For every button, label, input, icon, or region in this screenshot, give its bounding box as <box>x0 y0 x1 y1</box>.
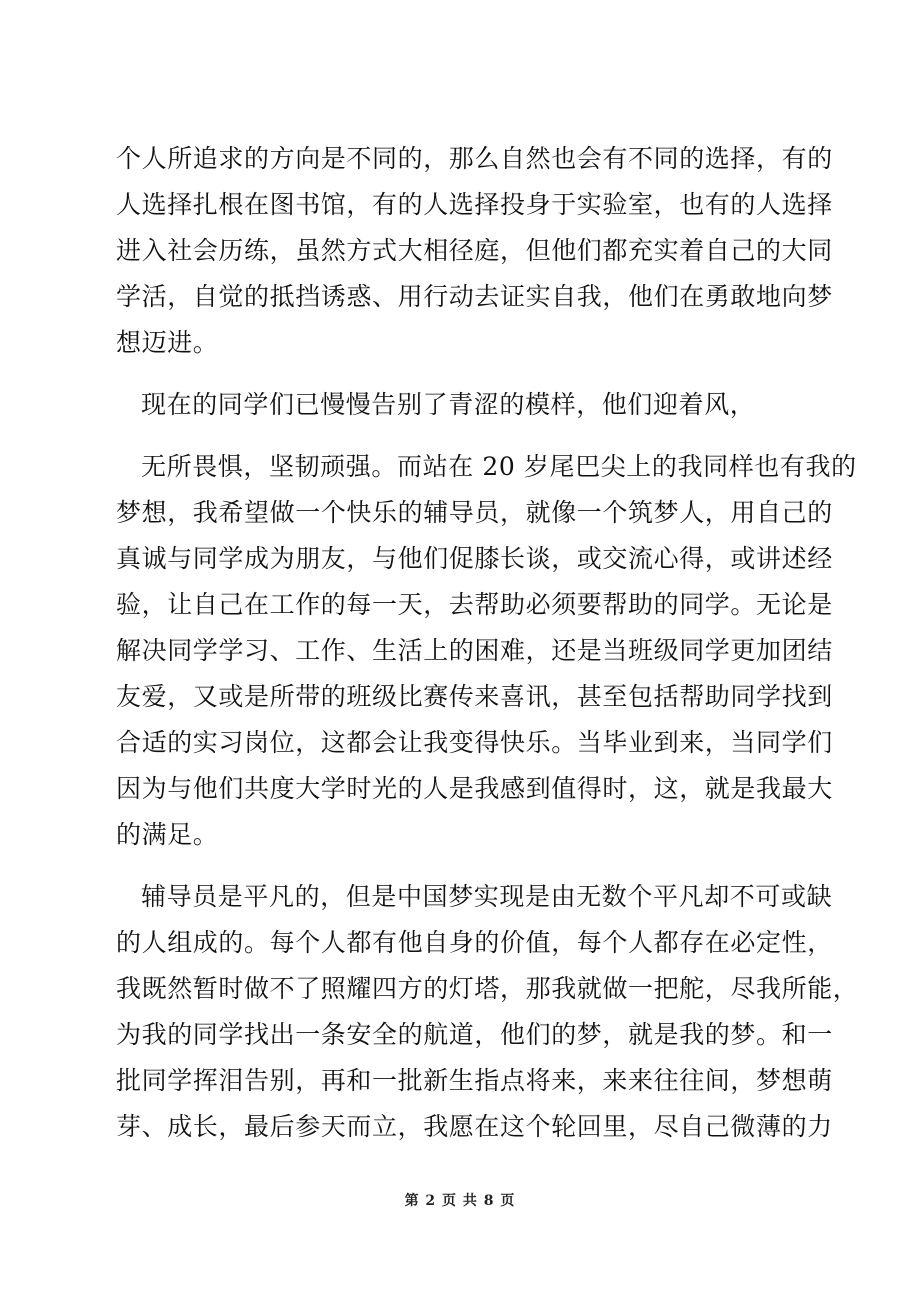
text-line: 进入社会历练，虽然方式大相径庭，但他们都充实着自己的大同 <box>116 236 833 265</box>
text-line: 友爱，又或是所带的班级比赛传来喜讯，甚至包括帮助同学找到 <box>116 682 833 711</box>
text-line: 为我的同学找出一条安全的航道，他们的梦，就是我的梦。和一 <box>116 1020 833 1049</box>
text-line: 梦想，我希望做一个快乐的辅导员，就像一个筑梦人，用自己的 <box>116 498 833 527</box>
paragraph-1 <box>116 136 833 366</box>
text-line: 的人组成的。每个人都有他自身的价值，每个人都存在必定性， <box>116 928 833 957</box>
text-line: 学活，自觉的抵挡诱惑、用行动去证实自我，他们在勇敢地向梦 <box>116 282 833 311</box>
page-number: 第 2 页 共 8 页 <box>404 1193 516 1209</box>
text-line: 验，让自己在工作的每一天，去帮助必须要帮助的同学。无论是 <box>116 590 833 619</box>
text-line: 批同学挥泪告别，再和一批新生指点将来，来来往往间，梦想萌 <box>116 1066 833 1095</box>
text-line: 人选择扎根在图书馆，有的人选择投身于实验室，也有的人选择 <box>116 190 833 219</box>
paragraph-2 <box>116 382 806 428</box>
text-line: 的满足。 <box>116 820 219 849</box>
text-line: 无所畏惧，坚韧顽强。而站在 20 岁尾巴尖上的我同样也有我的 <box>141 452 857 481</box>
text-line: 合适的实习岗位，这都会让我变得快乐。当毕业到来，当同学们 <box>116 728 833 757</box>
paragraph-4 <box>116 874 859 1150</box>
text-line: 个人所追求的方向是不同的，那么自然也会有不同的选择，有的 <box>116 144 833 173</box>
text-line: 现在的同学们已慢慢告别了青涩的模样，他们迎着风， <box>141 390 756 419</box>
paragraph-3 <box>116 444 857 858</box>
page-footer <box>0 1190 920 1210</box>
document-body <box>116 136 859 1150</box>
text-line: 辅导员是平凡的，但是中国梦实现是由无数个平凡却不可或缺 <box>141 882 833 911</box>
text-line: 想迈进。 <box>116 328 219 357</box>
text-line: 我既然暂时做不了照耀四方的灯塔，那我就做一把舵，尽我所能， <box>116 974 859 1003</box>
text-line: 真诚与同学成为朋友，与他们促膝长谈，或交流心得，或讲述经 <box>116 544 833 573</box>
text-line: 因为与他们共度大学时光的人是我感到值得时，这，就是我最大 <box>116 774 833 803</box>
text-line: 芽、成长，最后参天而立，我愿在这个轮回里，尽自己微薄的力 <box>116 1112 833 1141</box>
text-line: 解决同学学习、工作、生活上的困难，还是当班级同学更加团结 <box>116 636 833 665</box>
